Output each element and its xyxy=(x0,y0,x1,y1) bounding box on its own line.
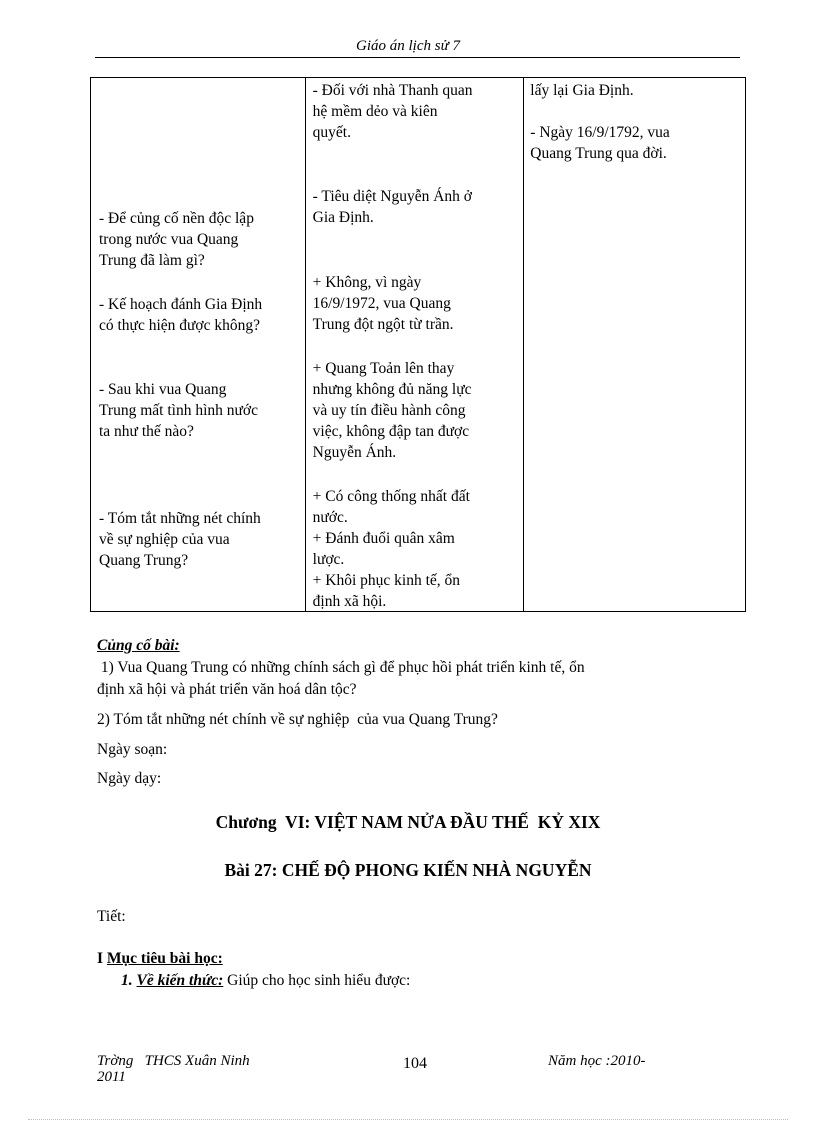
question-4: - Tóm tắt những nét chính về sự nghiệp của vua Quang Trung? xyxy=(99,510,261,569)
header-rule xyxy=(95,57,740,58)
review-question-1-line-2: định xã hội và phát triển văn hoá dân tộc? xyxy=(97,681,357,698)
teach-date: Ngày dạy: xyxy=(97,770,162,787)
footer-school: Trờng THCS Xuân Ninh xyxy=(97,1053,250,1069)
knowledge-objective: 1. Về kiến thức: Giúp cho học sinh hiểu được: xyxy=(121,972,411,989)
question-3: - Sau khi vua Quang Trung mất tình hình nước ta như thế nào? xyxy=(99,381,258,440)
question-1: - Để củng cố nền độc lập trong nước vua Quang Trung đã làm gì? xyxy=(99,210,254,269)
review-question-1-line-1: 1) Vua Quang Trung có những chính sách gì để phục hồi phát triển kinh tế, ổn xyxy=(97,659,585,676)
answer-0: - Đối với nhà Thanh quan hệ mềm dẻo và kiên quyết. xyxy=(312,82,473,141)
objectives-heading: I Mục tiêu bài học: xyxy=(97,950,223,967)
note-0: lấy lại Gia Định. xyxy=(530,82,634,99)
answer-4: + Có công thống nhất đất nước. + Đánh đuổi quân xâm lược. + Khôi phục kinh tế, ổn định xã hội. xyxy=(312,488,470,610)
prep-date: Ngày soạn: xyxy=(97,741,168,758)
question-column xyxy=(91,78,306,612)
chapter-title: Chương VI: VIỆT NAM NỬA ĐẦU THẾ KỶ XIX xyxy=(215,812,601,832)
lesson-title: Bài 27: CHẾ ĐỘ PHONG KIẾN NHÀ NGUYỄN xyxy=(224,860,592,880)
question-2: - Kế hoạch đánh Gia Định có thực hiện được không? xyxy=(99,296,263,334)
answer-2: + Không, vì ngày 16/9/1972, vua Quang Trung đột ngột từ trần. xyxy=(312,274,454,333)
period-label: Tiết: xyxy=(97,908,126,925)
table-row xyxy=(91,78,746,612)
answer-column xyxy=(305,78,524,612)
page-header-title: Giáo án lịch sử 7 xyxy=(355,38,460,54)
review-question-2: 2) Tóm tắt những nét chính về sự nghiệp của vua Quang Trung? xyxy=(97,711,498,728)
answer-3: + Quang Toản lên thay nhưng không đủ năng lực và uy tín điều hành công việc, không đập tan được Nguyễn Ánh. xyxy=(312,360,472,461)
footer-school-year: Năm học :2010- xyxy=(548,1053,646,1069)
answer-1: - Tiêu diệt Nguyễn Ánh ở Gia Định. xyxy=(312,188,472,226)
lesson-table xyxy=(90,77,746,612)
footer-school-year-end: 2011 xyxy=(97,1069,126,1085)
review-heading: Củng cố bài: xyxy=(97,637,180,654)
page-number: 104 xyxy=(403,1055,427,1072)
note-column xyxy=(524,78,746,612)
note-1: - Ngày 16/9/1792, vua Quang Trung qua đời. xyxy=(530,124,670,162)
